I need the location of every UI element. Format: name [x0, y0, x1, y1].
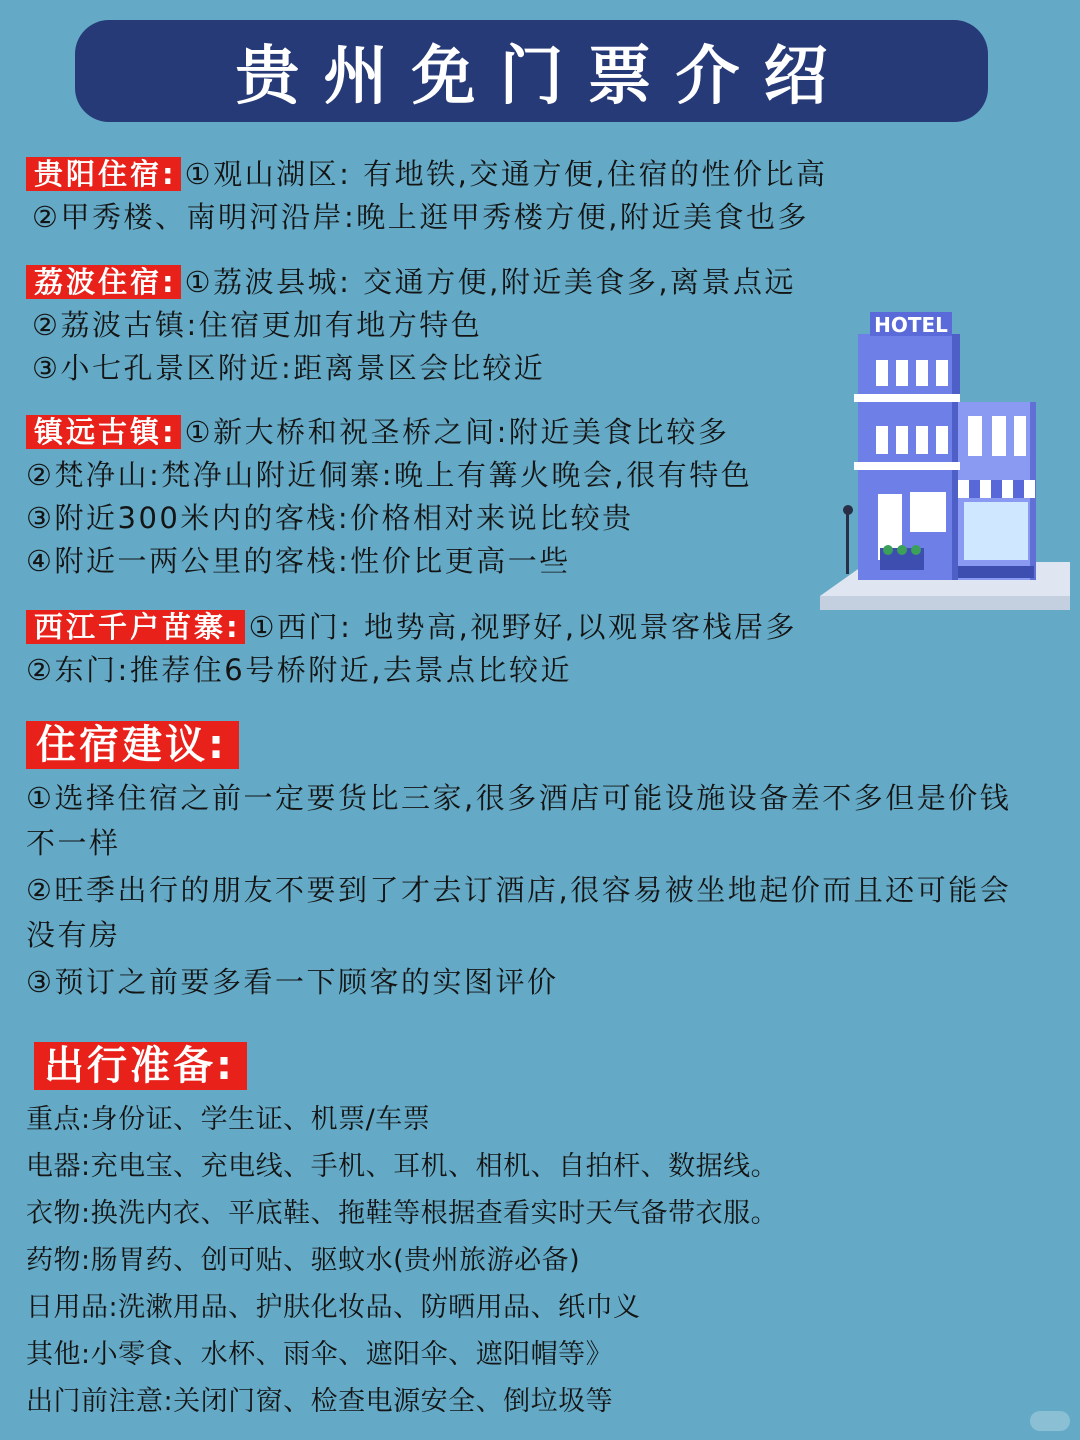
zhenyuan-tag: 镇远古镇: [26, 415, 181, 449]
advice-heading: 住宿建议: [26, 721, 239, 769]
xijiang-line-1 [26, 607, 797, 647]
guiyang-tag: 贵阳住宿: [26, 157, 181, 191]
xijiang-item-2: ②东门:推荐住6号桥附近,去景点比较近 [26, 653, 572, 687]
page-title: 贵州免门票介绍 [235, 40, 852, 114]
libo-item-3: ③小七孔景区附近:距离景区会比较近 [32, 351, 546, 385]
libo-tag: 荔波住宿: [26, 265, 181, 299]
advice-item-3: ③预订之前要多看一下顾客的实图评价 [26, 965, 559, 999]
zhenyuan-item-1: ①新大桥和祝圣桥之间:附近美食比较多 [184, 415, 730, 449]
zhenyuan-item-2: ②梵净山:梵净山附近侗寨:晚上有篝火晚会,很有特色 [26, 458, 753, 492]
libo-item-2: ②荔波古镇:住宿更加有地方特色 [32, 308, 483, 342]
prep-item: 药物:肠胃药、创可贴、驱蚊水(贵州旅游必备) [26, 1245, 581, 1276]
prep-item: 衣物:换洗内衣、平底鞋、拖鞋等根据查看实时天气备带衣服。 [26, 1198, 779, 1229]
hotel-sign: HOTEL [874, 313, 948, 337]
zhenyuan-line-1 [26, 412, 729, 452]
prep-item: 其他:小零食、水杯、雨伞、遮阳伞、遮阳帽等》 [26, 1339, 614, 1370]
zhenyuan-item-4: ④附近一两公里的客栈:性价比更高一些 [26, 544, 571, 578]
prep-item: 电器:充电宝、充电线、手机、耳机、相机、自拍杆、数据线。 [26, 1151, 779, 1182]
prep-item: 日用品:洗漱用品、护肤化妆品、防晒用品、纸巾义 [26, 1292, 641, 1323]
guiyang-item-1: ①观山湖区: 有地铁,交通方便,住宿的性价比高 [184, 157, 828, 191]
guiyang-item-2: ②甲秀楼、南明河沿岸:晚上逛甲秀楼方便,附近美食也多 [32, 200, 809, 234]
watermark-badge [1030, 1411, 1070, 1431]
libo-line-1 [26, 262, 796, 302]
hotel-illustration [818, 304, 1070, 616]
advice-item-2: ②旺季出行的朋友不要到了才去订酒店,很容易被坐地起价而且还可能会没有房 [26, 873, 1012, 952]
libo-item-1: ①荔波县城: 交通方便,附近美食多,离景点远 [184, 265, 797, 299]
xijiang-item-1: ①西门: 地势高,视野好,以观景客栈居多 [248, 610, 798, 644]
advice-item-1: ①选择住宿之前一定要货比三家,很多酒店可能设施设备差不多但是价钱不一样 [26, 781, 1012, 860]
prep-item: 出门前注意:关闭门窗、检查电源安全、倒垃圾等 [26, 1386, 614, 1417]
zhenyuan-item-3: ③附近300米内的客栈:价格相对来说比较贵 [26, 501, 634, 535]
guiyang-line-1 [26, 154, 828, 194]
prep-item: 重点:身份证、学生证、机票/车票 [26, 1104, 431, 1135]
prep-heading: 出行准备: [34, 1042, 247, 1090]
title-banner [75, 20, 988, 122]
xijiang-tag: 西江千户苗寨: [26, 610, 245, 644]
